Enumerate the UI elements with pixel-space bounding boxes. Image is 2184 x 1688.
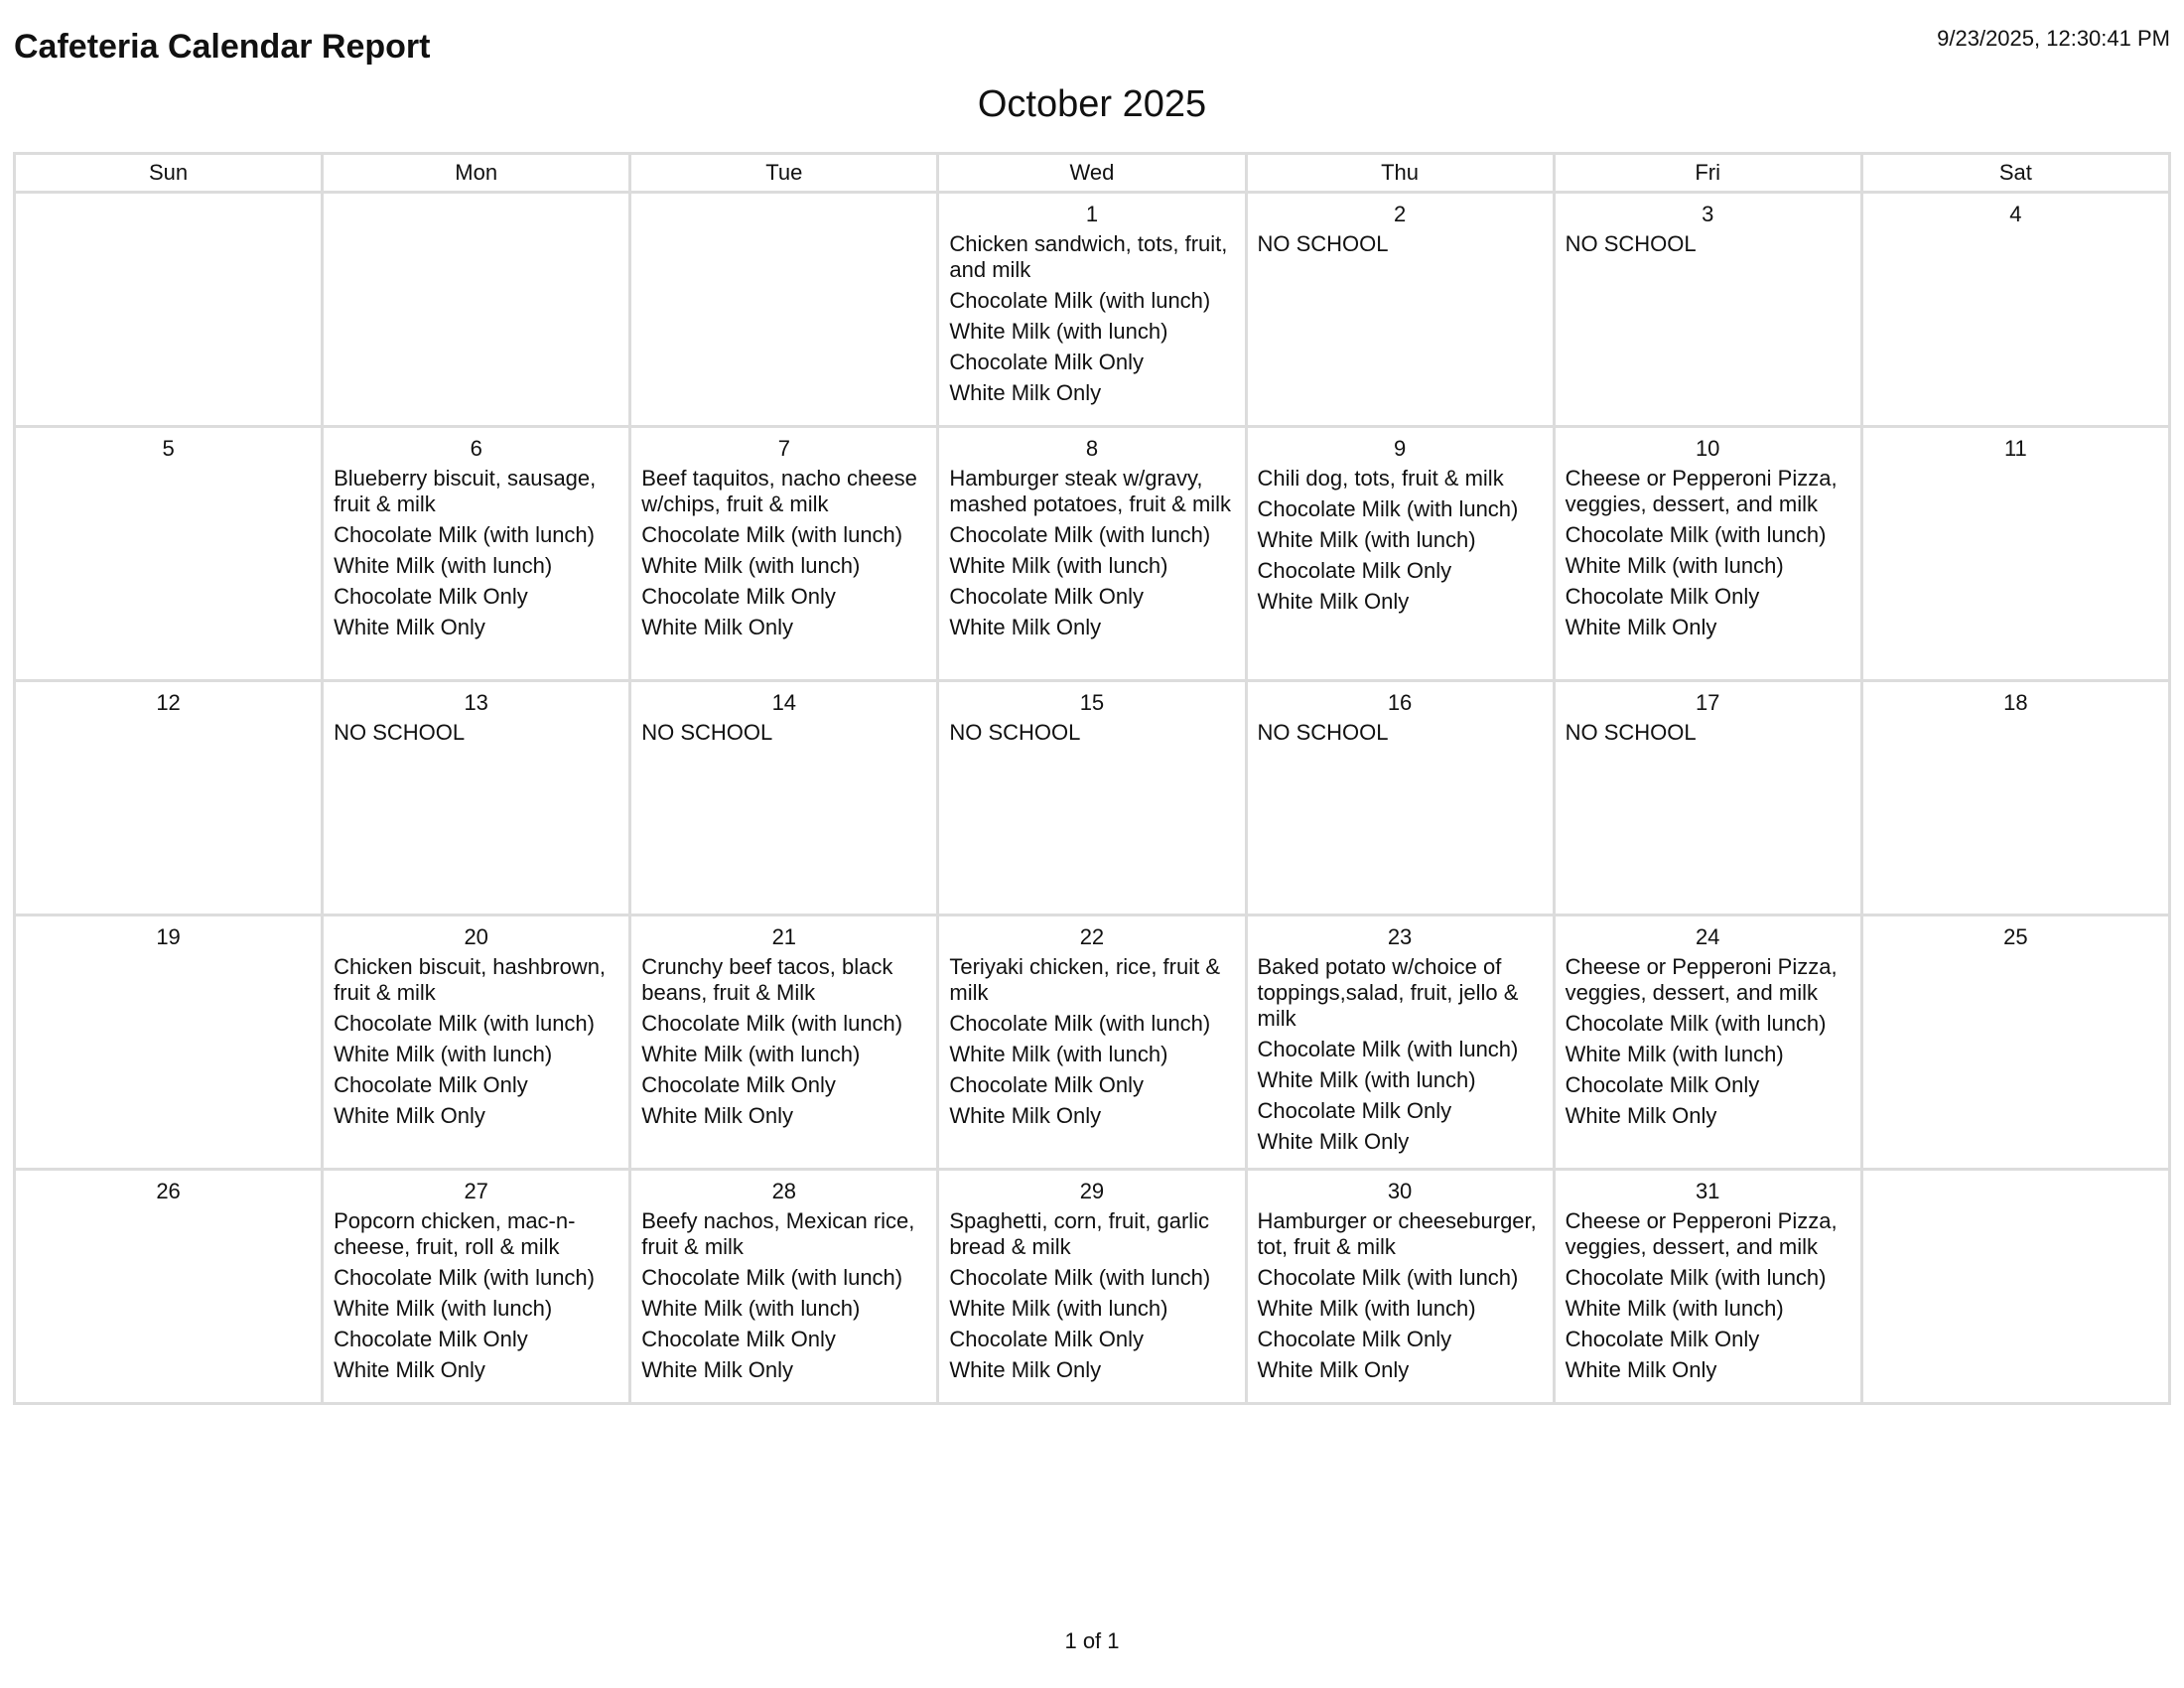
menu-item: Chocolate Milk Only bbox=[949, 350, 1145, 374]
menu-item: Chocolate Milk (with lunch) bbox=[334, 522, 595, 547]
menu-item: Chocolate Milk Only bbox=[641, 1327, 836, 1351]
day-cell bbox=[938, 1170, 1246, 1404]
weekday-mon: Mon bbox=[323, 154, 630, 193]
menu-item: Chocolate Milk Only bbox=[949, 1072, 1145, 1097]
menu-item: White Milk (with lunch) bbox=[641, 553, 861, 578]
menu-item: Chocolate Milk Only bbox=[334, 584, 528, 609]
menu-item: White Milk Only bbox=[1257, 589, 1410, 614]
menu-item: White Milk Only bbox=[1565, 1357, 1717, 1382]
day-cell bbox=[1246, 1170, 1554, 1404]
menu-item: Chocolate Milk (with lunch) bbox=[1565, 1265, 1827, 1290]
week-row bbox=[15, 1170, 2170, 1404]
day-cell bbox=[1861, 915, 2169, 1170]
day-cell bbox=[630, 681, 938, 915]
menu-item: Chocolate Milk Only bbox=[641, 584, 836, 609]
day-cell bbox=[630, 915, 938, 1170]
menu-item: Chocolate Milk Only bbox=[1565, 1072, 1760, 1097]
menu-item: Chocolate Milk (with lunch) bbox=[1257, 496, 1519, 521]
day-cell bbox=[15, 681, 323, 915]
day-number: 25 bbox=[2003, 924, 2028, 949]
menu-item: Chicken sandwich, tots, fruit, and milk bbox=[949, 231, 1228, 282]
menu-item: Chocolate Milk (with lunch) bbox=[949, 288, 1211, 313]
menu-item: Hamburger steak w/gravy, mashed potatoes, fruit & milk bbox=[949, 466, 1232, 516]
day-number: 29 bbox=[1079, 1179, 1105, 1203]
day-cell bbox=[1554, 427, 1861, 681]
menu-item: Chocolate Milk (with lunch) bbox=[1565, 522, 1827, 547]
day-number: 10 bbox=[1695, 436, 1720, 461]
weekday-sun: Sun bbox=[15, 154, 323, 193]
day-cell bbox=[938, 193, 1246, 427]
day-number: 2 bbox=[1393, 202, 1407, 226]
menu-item: White Milk (with lunch) bbox=[334, 553, 553, 578]
menu-item: White Milk (with lunch) bbox=[949, 1296, 1168, 1321]
day-number: 27 bbox=[464, 1179, 488, 1203]
day-number: 13 bbox=[464, 690, 488, 715]
calendar-body bbox=[15, 193, 2170, 1404]
week-row bbox=[15, 915, 2170, 1170]
menu-item: Cheese or Pepperoni Pizza, veggies, dessert, and milk bbox=[1565, 954, 1838, 1005]
day-number: 8 bbox=[1085, 436, 1099, 461]
day-number: 24 bbox=[1695, 924, 1720, 949]
week-row bbox=[15, 681, 2170, 915]
week-row bbox=[15, 427, 2170, 681]
day-cell bbox=[323, 915, 630, 1170]
month-title: October 2025 bbox=[977, 83, 1207, 125]
menu-item: White Milk (with lunch) bbox=[949, 553, 1168, 578]
day-cell bbox=[1861, 427, 2169, 681]
day-cell bbox=[1861, 681, 2169, 915]
day-number: 18 bbox=[2003, 690, 2028, 715]
day-cell bbox=[938, 915, 1246, 1170]
report-title: Cafeteria Calendar Report bbox=[14, 28, 431, 66]
weekday-sat: Sat bbox=[1861, 154, 2169, 193]
day-number: 12 bbox=[156, 690, 181, 715]
day-number: 1 bbox=[1085, 202, 1099, 226]
menu-item: White Milk (with lunch) bbox=[1565, 1042, 1784, 1066]
day-number: 3 bbox=[1702, 202, 1714, 226]
menu-item: White Milk Only bbox=[1257, 1129, 1410, 1154]
menu-item: Cheese or Pepperoni Pizza, veggies, dessert, and milk bbox=[1565, 1208, 1838, 1259]
day-cell bbox=[1246, 915, 1554, 1170]
weekday-thu: Thu bbox=[1246, 154, 1554, 193]
menu-item: NO SCHOOL bbox=[334, 720, 466, 745]
day-cell bbox=[630, 1170, 938, 1404]
menu-item: Beefy nachos, Mexican rice, fruit & milk bbox=[641, 1208, 915, 1259]
day-cell bbox=[938, 427, 1246, 681]
day-cell bbox=[323, 681, 630, 915]
menu-item: Chocolate Milk (with lunch) bbox=[949, 522, 1211, 547]
day-number: 31 bbox=[1695, 1179, 1720, 1203]
menu-item: NO SCHOOL bbox=[1565, 231, 1697, 256]
day-number: 14 bbox=[771, 690, 797, 715]
menu-item: White Milk Only bbox=[334, 1103, 485, 1128]
menu-item: White Milk Only bbox=[949, 1357, 1102, 1382]
menu-item: Spaghetti, corn, fruit, garlic bread & milk bbox=[949, 1208, 1210, 1259]
menu-item: Chocolate Milk (with lunch) bbox=[1565, 1011, 1827, 1036]
day-cell bbox=[323, 193, 630, 427]
menu-item: White Milk (with lunch) bbox=[334, 1042, 553, 1066]
day-cell bbox=[1554, 681, 1861, 915]
menu-item: White Milk Only bbox=[641, 1357, 794, 1382]
day-number: 22 bbox=[1079, 924, 1105, 949]
day-number: 20 bbox=[464, 924, 488, 949]
day-cell bbox=[1554, 1170, 1861, 1404]
menu-item: White Milk Only bbox=[949, 1103, 1102, 1128]
menu-item: Chocolate Milk (with lunch) bbox=[1257, 1265, 1519, 1290]
day-number: 19 bbox=[156, 924, 181, 949]
menu-item: White Milk (with lunch) bbox=[1257, 1296, 1476, 1321]
menu-item: Chocolate Milk Only bbox=[334, 1072, 528, 1097]
day-number: 23 bbox=[1387, 924, 1413, 949]
menu-item: NO SCHOOL bbox=[1257, 720, 1389, 745]
menu-item: Chicken biscuit, hashbrown, fruit & milk bbox=[334, 954, 607, 1005]
menu-item: Chocolate Milk (with lunch) bbox=[641, 1265, 903, 1290]
day-number: 4 bbox=[2009, 202, 2022, 226]
day-number: 16 bbox=[1387, 690, 1413, 715]
day-cell bbox=[938, 681, 1246, 915]
menu-item: Chocolate Milk (with lunch) bbox=[334, 1265, 595, 1290]
menu-item: Chocolate Milk (with lunch) bbox=[641, 522, 903, 547]
weekday-header-row bbox=[15, 154, 2170, 193]
menu-item: White Milk Only bbox=[641, 615, 794, 639]
menu-item: White Milk Only bbox=[1565, 615, 1717, 639]
menu-item: White Milk (with lunch) bbox=[949, 319, 1168, 344]
day-number: 11 bbox=[2003, 436, 2027, 461]
weekday-wed: Wed bbox=[938, 154, 1246, 193]
day-number: 28 bbox=[771, 1179, 797, 1203]
menu-item: White Milk Only bbox=[949, 380, 1102, 405]
menu-item: White Milk Only bbox=[334, 615, 485, 639]
day-cell bbox=[630, 193, 938, 427]
day-number: 17 bbox=[1695, 690, 1720, 715]
menu-item: White Milk (with lunch) bbox=[1257, 1067, 1476, 1092]
day-number: 26 bbox=[156, 1179, 181, 1203]
day-cell bbox=[1861, 193, 2169, 427]
day-cell bbox=[1554, 915, 1861, 1170]
menu-item: Teriyaki chicken, rice, fruit & milk bbox=[949, 954, 1221, 1005]
day-number: 5 bbox=[162, 436, 175, 461]
menu-item: Chocolate Milk (with lunch) bbox=[949, 1265, 1211, 1290]
weekday-fri: Fri bbox=[1554, 154, 1861, 193]
menu-item: Chocolate Milk Only bbox=[1565, 584, 1760, 609]
menu-item: Chocolate Milk Only bbox=[641, 1072, 836, 1097]
menu-item: NO SCHOOL bbox=[949, 720, 1081, 745]
menu-item: White Milk (with lunch) bbox=[334, 1296, 553, 1321]
menu-item: White Milk Only bbox=[949, 615, 1102, 639]
menu-item: White Milk (with lunch) bbox=[949, 1042, 1168, 1066]
menu-item: Beef taquitos, nacho cheese w/chips, fruit & milk bbox=[641, 466, 917, 516]
day-cell bbox=[1861, 1170, 2169, 1404]
menu-item: White Milk Only bbox=[1257, 1357, 1410, 1382]
menu-item: White Milk Only bbox=[641, 1103, 794, 1128]
menu-item: Blueberry biscuit, sausage, fruit & milk bbox=[334, 466, 597, 516]
menu-item: White Milk Only bbox=[1565, 1103, 1717, 1128]
menu-item: Hamburger or cheeseburger, tot, fruit & milk bbox=[1257, 1208, 1537, 1259]
menu-item: NO SCHOOL bbox=[1565, 720, 1697, 745]
weekday-tue: Tue bbox=[630, 154, 938, 193]
day-cell bbox=[1246, 193, 1554, 427]
menu-item: White Milk (with lunch) bbox=[1565, 553, 1784, 578]
day-cell bbox=[323, 427, 630, 681]
menu-item: Chocolate Milk Only bbox=[1565, 1327, 1760, 1351]
menu-item: White Milk (with lunch) bbox=[641, 1042, 861, 1066]
day-cell bbox=[15, 1170, 323, 1404]
menu-item: Popcorn chicken, mac-n-cheese, fruit, roll & milk bbox=[334, 1208, 576, 1259]
day-cell bbox=[15, 193, 323, 427]
menu-item: Chocolate Milk Only bbox=[1257, 1327, 1452, 1351]
day-number: 30 bbox=[1387, 1179, 1413, 1203]
menu-item: Crunchy beef tacos, black beans, fruit & Milk bbox=[641, 954, 893, 1005]
menu-item: White Milk (with lunch) bbox=[1257, 527, 1476, 552]
menu-item: NO SCHOOL bbox=[641, 720, 773, 745]
menu-item: Chocolate Milk (with lunch) bbox=[1257, 1037, 1519, 1061]
menu-item: Baked potato w/choice of toppings,salad, fruit, jello & milk bbox=[1257, 954, 1519, 1031]
menu-item: Chocolate Milk (with lunch) bbox=[334, 1011, 595, 1036]
page-number: 1 of 1 bbox=[1064, 1628, 1120, 1653]
day-number: 6 bbox=[470, 436, 482, 461]
menu-item: Chili dog, tots, fruit & milk bbox=[1257, 466, 1504, 491]
menu-item: Chocolate Milk Only bbox=[949, 584, 1145, 609]
menu-item: Chocolate Milk (with lunch) bbox=[949, 1011, 1211, 1036]
menu-item: White Milk Only bbox=[334, 1357, 485, 1382]
menu-item: NO SCHOOL bbox=[1257, 231, 1389, 256]
menu-item: Cheese or Pepperoni Pizza, veggies, dessert, and milk bbox=[1565, 466, 1838, 516]
day-number: 9 bbox=[1393, 436, 1407, 461]
calendar-grid bbox=[13, 152, 2171, 1405]
day-number: 15 bbox=[1079, 690, 1105, 715]
day-cell bbox=[15, 915, 323, 1170]
day-number: 7 bbox=[777, 436, 790, 461]
week-row bbox=[15, 193, 2170, 427]
menu-item: White Milk (with lunch) bbox=[641, 1296, 861, 1321]
day-cell bbox=[630, 427, 938, 681]
day-number: 21 bbox=[771, 924, 797, 949]
day-cell bbox=[15, 427, 323, 681]
day-cell bbox=[1246, 681, 1554, 915]
day-cell bbox=[323, 1170, 630, 1404]
report-timestamp: 9/23/2025, 12:30:41 PM bbox=[1937, 26, 2170, 51]
menu-item: Chocolate Milk Only bbox=[1257, 1098, 1452, 1123]
menu-item: White Milk (with lunch) bbox=[1565, 1296, 1784, 1321]
day-cell bbox=[1246, 427, 1554, 681]
menu-item: Chocolate Milk (with lunch) bbox=[641, 1011, 903, 1036]
menu-item: Chocolate Milk Only bbox=[949, 1327, 1145, 1351]
menu-item: Chocolate Milk Only bbox=[334, 1327, 528, 1351]
menu-item: Chocolate Milk Only bbox=[1257, 558, 1452, 583]
day-cell bbox=[1554, 193, 1861, 427]
